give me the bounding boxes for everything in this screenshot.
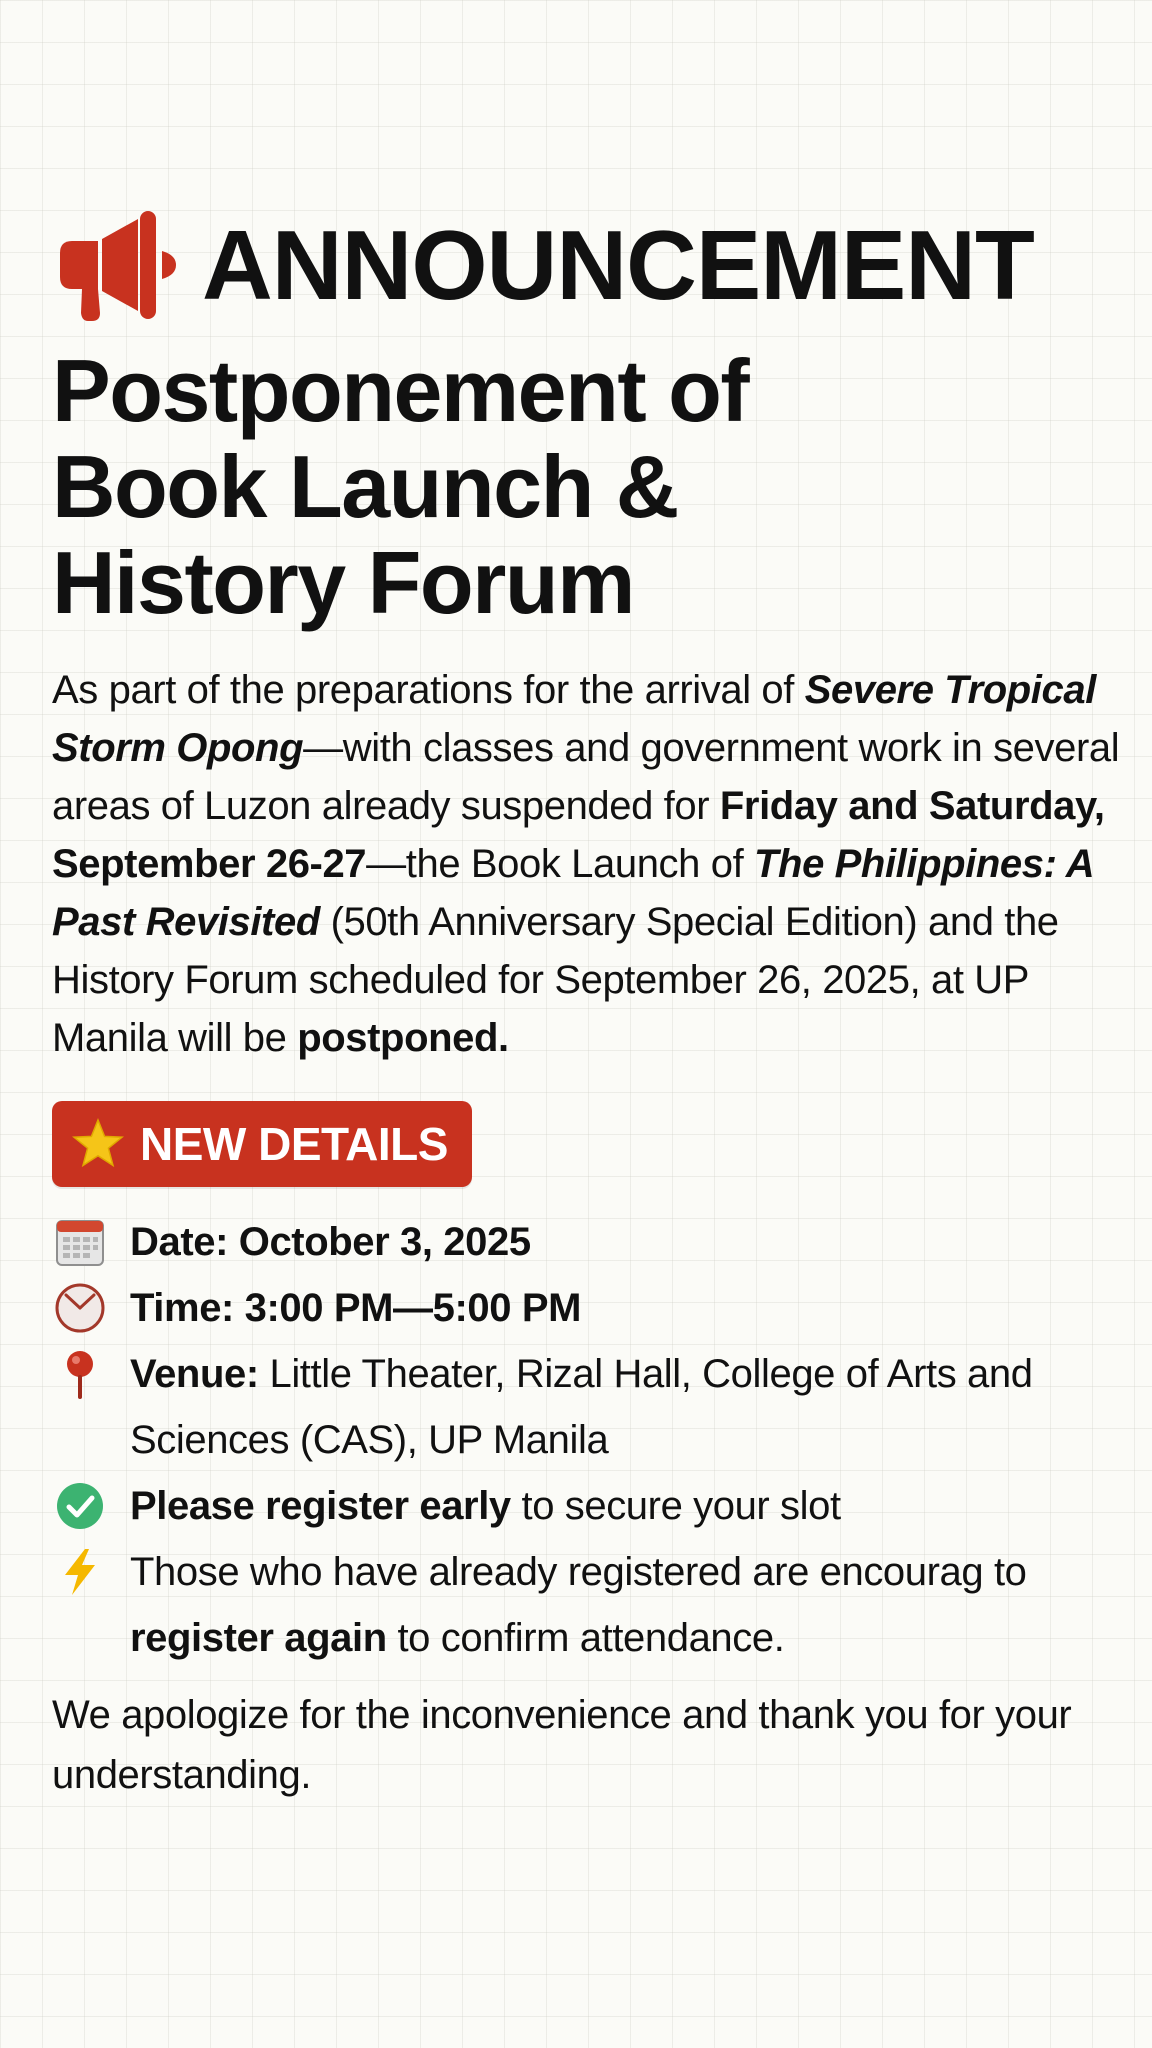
- venue-label: Venue:: [130, 1352, 259, 1396]
- register-item: [52, 1473, 1112, 1539]
- title-line: History Forum: [52, 533, 634, 632]
- book-title: The Philippines: A Past Revisited: [52, 842, 1093, 944]
- new-details-badge: [52, 1101, 472, 1187]
- lightning-icon: [53, 1545, 107, 1599]
- time-text: Time: 3:00 PM—5:00 PM: [130, 1286, 582, 1330]
- announcement-poster: [52, 205, 1120, 1805]
- reregister-item: Those who have already registered are encourag to register again to confirm attendance.: [52, 1539, 1112, 1671]
- title-line: Postponement of: [52, 341, 749, 440]
- page-title: [52, 343, 1112, 631]
- announcement-header: [52, 205, 1112, 325]
- closing-message: We apologize for the inconvenience and thank you for your understanding.: [52, 1693, 1072, 1797]
- title-line: Book Launch &: [52, 437, 678, 536]
- pin-icon: [53, 1347, 107, 1401]
- check-icon: [53, 1479, 107, 1533]
- calendar-icon: [53, 1215, 107, 1269]
- megaphone-icon: [52, 205, 182, 325]
- intro-paragraph: As part of the preparations for the arrival of Severe Tropical Storm Opong—with classes and government work in several areas of Luzon already suspended for Friday and Saturday, September 26-27—the Book Launch of The Philippines: A Past Revisited (50th Anniversary Special Edition) and the History Forum scheduled for September 26, 2025, at UP Manila will be postponed.: [52, 668, 1120, 1060]
- suspension-dates: Friday and Saturday, September 26-27: [52, 784, 1105, 886]
- storm-name: Severe Tropical Storm Opong: [52, 668, 1096, 770]
- time-item: [52, 1275, 1112, 1341]
- register-rest: to secure your slot: [510, 1484, 841, 1528]
- venue-value: Little Theater, Rizal Hall, College of Arts and Sciences (CAS), UP Manila: [130, 1352, 1033, 1462]
- announcement-label: ANNOUNCEMENT: [202, 210, 1034, 320]
- venue-item: [52, 1341, 1112, 1473]
- register-bold: Please register early: [130, 1484, 511, 1528]
- details-list: [52, 1209, 1112, 1671]
- star-icon: [70, 1116, 126, 1172]
- postponed-status: postponed.: [297, 1016, 509, 1060]
- badge-label: NEW DETAILS: [140, 1118, 448, 1170]
- register-again: register again: [130, 1616, 387, 1660]
- clock-icon: [53, 1281, 107, 1335]
- date-item: [52, 1209, 1112, 1275]
- date-text: Date: October 3, 2025: [130, 1220, 531, 1264]
